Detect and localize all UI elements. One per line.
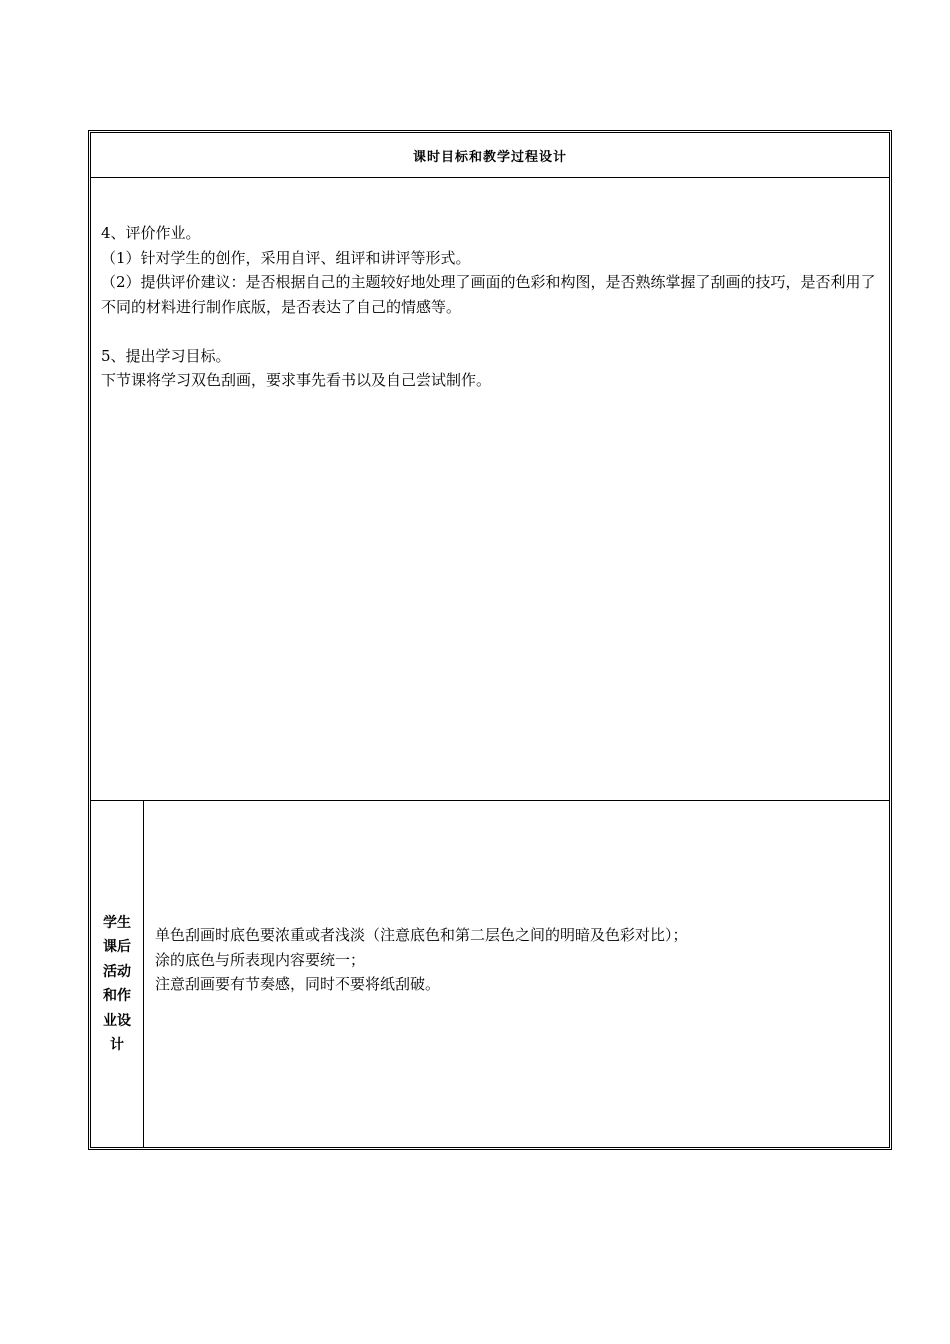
section-4-item-1: （1）针对学生的创作，采用自评、组评和讲评等形式。 — [101, 248, 471, 267]
homework-line-3: 注意刮画要有节奏感，同时不要将纸刮破。 — [155, 975, 441, 993]
homework-line-1: 单色刮画时底色要浓重或者浅淡（注意底色和第二层色之间的明暗及色彩对比）； — [155, 926, 688, 944]
homework-row — [91, 801, 889, 1147]
section-4-item-2: （2）提供评价建议：是否根据自己的主题较好地处理了画面的色彩和构图，是否熟练掌握了刮画的技巧，是否利用了不同的材料进行制作底版，是否表达了自己的情感等。 — [101, 273, 876, 316]
lesson-plan-table — [88, 130, 892, 1150]
section-4-title: 4、评价作业。 — [101, 224, 201, 242]
homework-content — [155, 923, 881, 997]
section-5-body: 下节课将学习双色刮画，要求事先看书以及自己尝试制作。 — [101, 371, 492, 389]
table-header-row — [91, 133, 889, 178]
teaching-process-content — [101, 221, 881, 393]
section-5-title: 5、提出学习目标。 — [101, 346, 231, 365]
homework-label-cell — [91, 801, 144, 1147]
homework-line-2: 涂的底色与所表现内容要统一； — [155, 950, 366, 969]
table-header-title: 课时目标和教学过程设计 — [412, 149, 567, 165]
homework-label: 学生课后活动和作业设计 — [103, 914, 131, 1053]
paragraph-gap — [101, 319, 881, 344]
teaching-process-cell — [91, 178, 889, 801]
